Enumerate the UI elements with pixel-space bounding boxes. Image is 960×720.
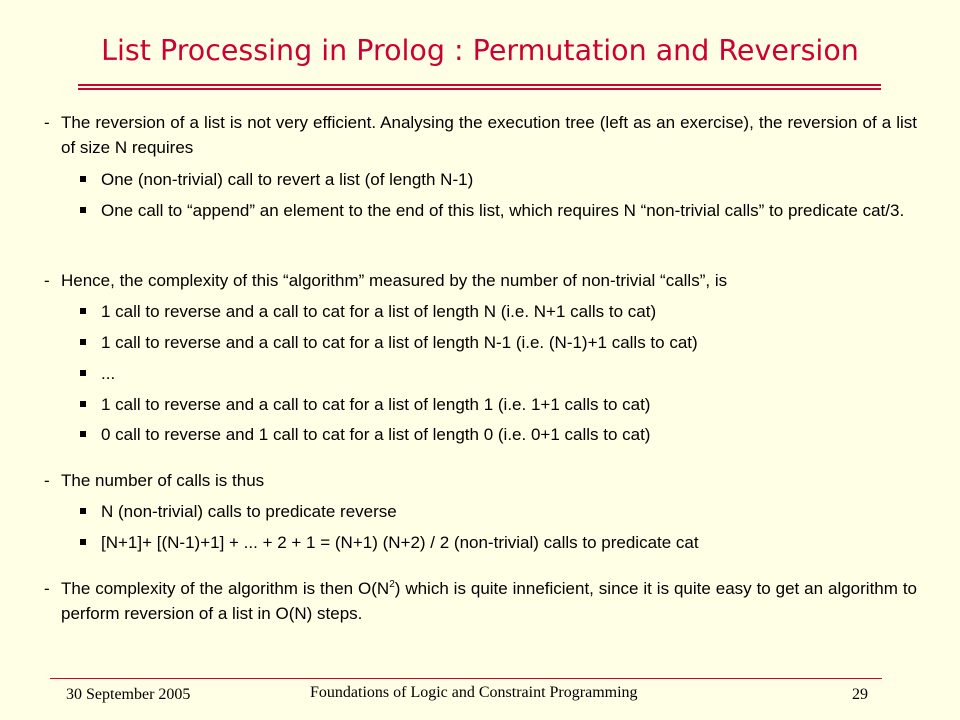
paragraph-2 bbox=[44, 268, 917, 293]
bullet-item bbox=[80, 499, 917, 524]
bullet-text: 1 call to reverse and a call to cat for a list of length N (i.e. N+1 calls to cat) bbox=[101, 302, 657, 321]
bullet-item bbox=[80, 392, 917, 417]
bullet-text: One call to “append” an element to the end of this list, which requires N “non-trivial calls” to predicate cat/3. bbox=[101, 201, 905, 220]
bullet-square-icon bbox=[80, 401, 86, 407]
bullet-item bbox=[80, 299, 917, 324]
paragraph-3 bbox=[44, 468, 917, 493]
paragraph-dash: - bbox=[44, 579, 50, 598]
paragraph-text: Hence, the complexity of this “algorithm” measured by the number of non-trivial “calls”, is bbox=[61, 271, 728, 290]
bullet-square-icon bbox=[80, 308, 86, 314]
complexity-text-end: ) which is quite inneficient, since it is quite easy to get an algorithm to perform reversion of a list in O(N) steps. bbox=[61, 579, 917, 623]
paragraph-dash: - bbox=[44, 271, 50, 290]
bullet-square-icon bbox=[80, 539, 86, 545]
bullet-item bbox=[80, 198, 917, 223]
bullet-text: 0 call to reverse and 1 call to cat for a list of length 0 (i.e. 0+1 calls to cat) bbox=[101, 425, 651, 444]
footer-rule bbox=[50, 678, 882, 679]
bullet-text: 1 call to reverse and a call to cat for a list of length 1 (i.e. 1+1 calls to cat) bbox=[101, 395, 651, 414]
bullet-text: One (non-trivial) call to revert a list (of length N-1) bbox=[101, 170, 474, 189]
bullet-item bbox=[80, 167, 917, 192]
bullet-square-icon bbox=[80, 370, 86, 376]
paragraph-1 bbox=[44, 110, 917, 160]
bullet-square-icon bbox=[80, 207, 86, 213]
slide-title: List Processing in Prolog : Permutation and Reversion bbox=[101, 34, 859, 67]
bullet-text: ... bbox=[101, 364, 116, 383]
paragraph-4 bbox=[44, 576, 917, 626]
paragraph-text bbox=[61, 576, 917, 626]
title-underline bbox=[78, 84, 881, 90]
footer-course: Foundations of Logic and Constraint Programming bbox=[310, 684, 638, 701]
paragraph-dash: - bbox=[44, 471, 50, 490]
footer-page-number: 29 bbox=[852, 686, 868, 703]
bullet-item bbox=[80, 361, 917, 386]
bullet-square-icon bbox=[80, 431, 86, 437]
paragraph-text: The reversion of a list is not very efficient. Analysing the execution tree (left as an exercise), the reversion of a list of size N requires bbox=[61, 113, 917, 157]
paragraph-dash: - bbox=[44, 113, 50, 132]
bullet-square-icon bbox=[80, 339, 86, 345]
paragraph-text: The number of calls is thus bbox=[61, 471, 265, 490]
footer-date: 30 September 2005 bbox=[66, 686, 191, 703]
bullet-item bbox=[80, 422, 917, 447]
complexity-text-start: The complexity of the algorithm is then O(N bbox=[61, 579, 390, 598]
bullet-text: N (non-trivial) calls to predicate reverse bbox=[101, 502, 397, 521]
bullet-text: 1 call to reverse and a call to cat for a list of length N-1 (i.e. (N-1)+1 calls to cat) bbox=[101, 333, 698, 352]
bullet-item bbox=[80, 330, 917, 355]
bullet-square-icon bbox=[80, 176, 86, 182]
bullet-text: [N+1]+ [(N-1)+1] + ... + 2 + 1 = (N+1) (N+2) / 2 (non-trivial) calls to predicate cat bbox=[101, 533, 699, 552]
exponent: 2 bbox=[389, 579, 395, 590]
bullet-item bbox=[80, 530, 917, 555]
bullet-square-icon bbox=[80, 508, 86, 514]
